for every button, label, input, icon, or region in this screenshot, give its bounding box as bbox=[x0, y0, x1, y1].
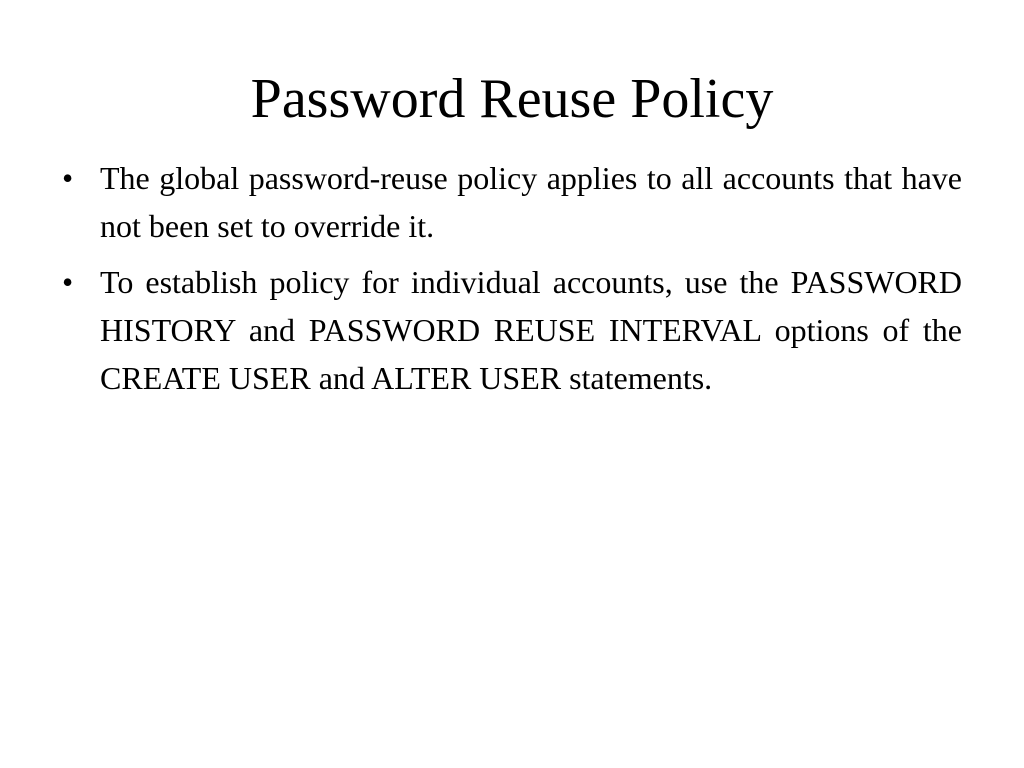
bullet-list bbox=[62, 154, 962, 410]
bullet-text: The global password-reuse policy applies to all accounts that have not been set to override it. bbox=[100, 160, 962, 244]
bullet-icon: • bbox=[62, 160, 74, 196]
slide-title: Password Reuse Policy bbox=[250, 68, 774, 130]
bullet-item bbox=[62, 258, 962, 402]
bullet-text: To establish policy for individual accounts, use the PASSWORD HISTORY and PASSWORD REUSE INTERVAL options of the CREATE USER and ALTER USER statements. bbox=[100, 264, 962, 396]
bullet-icon: • bbox=[62, 264, 74, 300]
bullet-item bbox=[62, 154, 962, 250]
